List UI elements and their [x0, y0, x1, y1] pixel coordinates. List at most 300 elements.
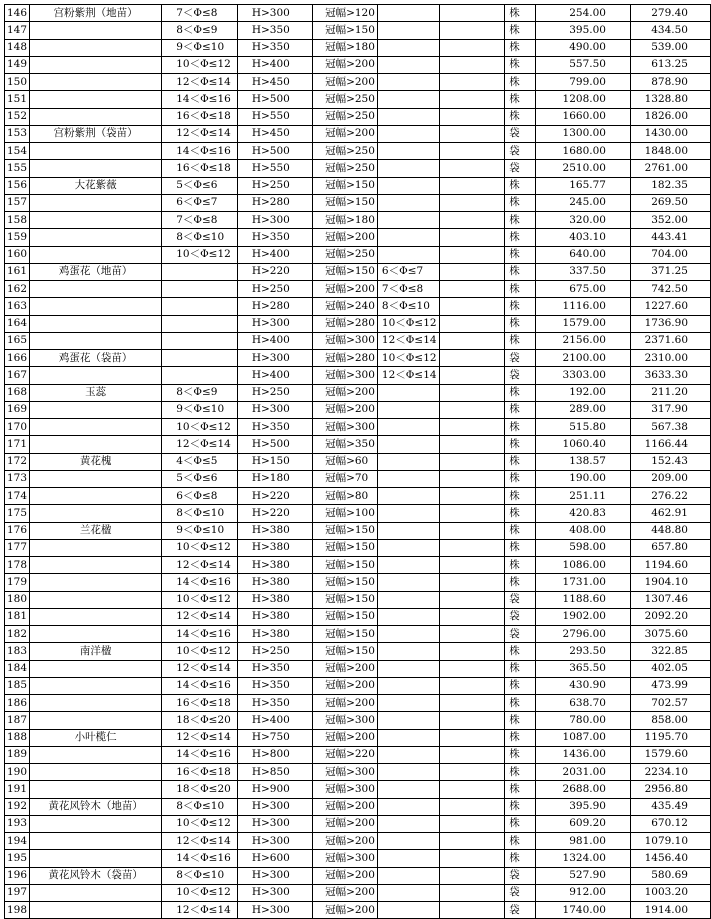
- price-with-tax-cell: 2310.00: [630, 350, 710, 367]
- price-cell: 395.90: [536, 798, 631, 815]
- row-number-cell: 150: [5, 74, 30, 91]
- price-with-tax-cell: 402.05: [630, 660, 710, 677]
- height-spec-cell: H>600: [237, 850, 312, 867]
- crown-spec-cell: 冠幅>300: [313, 419, 378, 436]
- extra-spec-cell: [377, 470, 439, 487]
- diameter-spec-cell: 10＜Φ≤12: [162, 591, 238, 608]
- plant-name-cell: [30, 815, 162, 832]
- crown-spec-cell: 冠幅>80: [313, 488, 378, 505]
- crown-spec-cell: 冠幅>250: [313, 143, 378, 160]
- unit-cell: 株: [505, 5, 536, 22]
- row-number-cell: 181: [5, 608, 30, 625]
- blank-cell-cell: [439, 367, 505, 384]
- price-with-tax-cell: 878.90: [630, 74, 710, 91]
- blank-cell-cell: [439, 695, 505, 712]
- height-spec-cell: H>250: [237, 177, 312, 194]
- row-number-cell: 177: [5, 539, 30, 556]
- blank-cell-cell: [439, 160, 505, 177]
- price-with-tax-cell: 567.38: [630, 419, 710, 436]
- blank-cell-cell: [439, 5, 505, 22]
- price-with-tax-cell: 580.69: [630, 867, 710, 884]
- blank-cell-cell: [439, 419, 505, 436]
- price-cell: 638.70: [536, 695, 631, 712]
- unit-cell: 株: [505, 384, 536, 401]
- height-spec-cell: H>250: [237, 281, 312, 298]
- crown-spec-cell: 冠幅>150: [313, 194, 378, 211]
- blank-cell-cell: [439, 281, 505, 298]
- table-row: [5, 5, 711, 22]
- crown-spec-cell: 冠幅>180: [313, 39, 378, 56]
- row-number-cell: 157: [5, 194, 30, 211]
- extra-spec-cell: [377, 850, 439, 867]
- price-with-tax-cell: 1307.46: [630, 591, 710, 608]
- price-cell: 365.50: [536, 660, 631, 677]
- price-cell: 2031.00: [536, 764, 631, 781]
- diameter-spec-cell: 9＜Φ≤10: [162, 522, 238, 539]
- price-cell: 1188.60: [536, 591, 631, 608]
- plant-name-cell: 鸡蛋花（地苗）: [30, 263, 162, 280]
- diameter-spec-cell: 10＜Φ≤12: [162, 419, 238, 436]
- unit-cell: 株: [505, 746, 536, 763]
- table-row: [5, 177, 711, 194]
- crown-spec-cell: 冠幅>200: [313, 902, 378, 919]
- plant-name-cell: 小叶榄仁: [30, 729, 162, 746]
- price-with-tax-cell: 152.43: [630, 453, 710, 470]
- diameter-spec-cell: 5＜Φ≤6: [162, 177, 238, 194]
- unit-cell: 株: [505, 56, 536, 73]
- table-row: [5, 626, 711, 643]
- plant-name-cell: [30, 22, 162, 39]
- row-number-cell: 192: [5, 798, 30, 815]
- price-with-tax-cell: 2092.20: [630, 608, 710, 625]
- price-cell: 245.00: [536, 194, 631, 211]
- crown-spec-cell: 冠幅>200: [313, 884, 378, 901]
- table-row: [5, 764, 711, 781]
- row-number-cell: 166: [5, 350, 30, 367]
- unit-cell: 袋: [505, 350, 536, 367]
- extra-spec-cell: [377, 91, 439, 108]
- crown-spec-cell: 冠幅>200: [313, 660, 378, 677]
- height-spec-cell: H>300: [237, 867, 312, 884]
- diameter-spec-cell: [162, 350, 238, 367]
- plant-name-cell: [30, 488, 162, 505]
- unit-cell: 袋: [505, 143, 536, 160]
- price-with-tax-cell: 2956.80: [630, 781, 710, 798]
- price-with-tax-cell: 1914.00: [630, 902, 710, 919]
- price-with-tax-cell: 704.00: [630, 246, 710, 263]
- unit-cell: 株: [505, 539, 536, 556]
- plant-name-cell: 黄花风铃木（袋苗）: [30, 867, 162, 884]
- row-number-cell: 183: [5, 643, 30, 660]
- price-cell: 598.00: [536, 539, 631, 556]
- row-number-cell: 190: [5, 764, 30, 781]
- unit-cell: 株: [505, 419, 536, 436]
- price-cell: 430.90: [536, 677, 631, 694]
- extra-spec-cell: [377, 660, 439, 677]
- diameter-spec-cell: 10＜Φ≤12: [162, 56, 238, 73]
- row-number-cell: 182: [5, 626, 30, 643]
- height-spec-cell: H>250: [237, 384, 312, 401]
- price-with-tax-cell: 657.80: [630, 539, 710, 556]
- row-number-cell: 194: [5, 833, 30, 850]
- height-spec-cell: H>280: [237, 194, 312, 211]
- price-cell: 640.00: [536, 246, 631, 263]
- extra-spec-cell: [377, 488, 439, 505]
- extra-spec-cell: [377, 626, 439, 643]
- blank-cell-cell: [439, 643, 505, 660]
- plant-name-cell: 黄花风铃木（地苗）: [30, 798, 162, 815]
- table-row: [5, 574, 711, 591]
- price-with-tax-cell: 858.00: [630, 712, 710, 729]
- table-row: [5, 74, 711, 91]
- table-row: [5, 695, 711, 712]
- price-with-tax-cell: 1848.00: [630, 143, 710, 160]
- blank-cell-cell: [439, 815, 505, 832]
- extra-spec-cell: [377, 229, 439, 246]
- price-with-tax-cell: 371.25: [630, 263, 710, 280]
- height-spec-cell: H>300: [237, 315, 312, 332]
- crown-spec-cell: 冠幅>200: [313, 56, 378, 73]
- blank-cell-cell: [439, 677, 505, 694]
- table-row: [5, 350, 711, 367]
- height-spec-cell: H>150: [237, 453, 312, 470]
- plant-name-cell: [30, 574, 162, 591]
- blank-cell-cell: [439, 74, 505, 91]
- table-row: [5, 505, 711, 522]
- table-row: [5, 902, 711, 919]
- unit-cell: 株: [505, 764, 536, 781]
- blank-cell-cell: [439, 298, 505, 315]
- row-number-cell: 160: [5, 246, 30, 263]
- diameter-spec-cell: 14＜Φ≤16: [162, 574, 238, 591]
- price-with-tax-cell: 1227.60: [630, 298, 710, 315]
- row-number-cell: 159: [5, 229, 30, 246]
- blank-cell-cell: [439, 143, 505, 160]
- diameter-spec-cell: 12＜Φ≤14: [162, 729, 238, 746]
- row-number-cell: 196: [5, 867, 30, 884]
- price-with-tax-cell: 182.35: [630, 177, 710, 194]
- blank-cell-cell: [439, 850, 505, 867]
- height-spec-cell: H>400: [237, 246, 312, 263]
- height-spec-cell: H>180: [237, 470, 312, 487]
- crown-spec-cell: 冠幅>70: [313, 470, 378, 487]
- price-cell: 1902.00: [536, 608, 631, 625]
- price-with-tax-cell: 1195.70: [630, 729, 710, 746]
- plant-name-cell: [30, 608, 162, 625]
- price-with-tax-cell: 1904.10: [630, 574, 710, 591]
- extra-spec-cell: [377, 781, 439, 798]
- price-cell: 490.00: [536, 39, 631, 56]
- unit-cell: 株: [505, 332, 536, 349]
- unit-cell: 株: [505, 212, 536, 229]
- price-with-tax-cell: 3633.30: [630, 367, 710, 384]
- unit-cell: 袋: [505, 884, 536, 901]
- plant-name-cell: [30, 591, 162, 608]
- height-spec-cell: H>250: [237, 643, 312, 660]
- height-spec-cell: H>350: [237, 677, 312, 694]
- diameter-spec-cell: [162, 263, 238, 280]
- diameter-spec-cell: 14＜Φ≤16: [162, 850, 238, 867]
- table-row: [5, 729, 711, 746]
- unit-cell: 株: [505, 677, 536, 694]
- blank-cell-cell: [439, 436, 505, 453]
- extra-spec-cell: [377, 729, 439, 746]
- price-with-tax-cell: 1736.90: [630, 315, 710, 332]
- row-number-cell: 164: [5, 315, 30, 332]
- diameter-spec-cell: 12＜Φ≤14: [162, 436, 238, 453]
- price-cell: 251.11: [536, 488, 631, 505]
- table-row: [5, 712, 711, 729]
- plant-name-cell: [30, 712, 162, 729]
- table-row: [5, 39, 711, 56]
- plant-name-cell: [30, 246, 162, 263]
- row-number-cell: 198: [5, 902, 30, 919]
- blank-cell-cell: [439, 557, 505, 574]
- extra-spec-cell: [377, 246, 439, 263]
- diameter-spec-cell: 12＜Φ≤14: [162, 608, 238, 625]
- price-cell: 1060.40: [536, 436, 631, 453]
- plant-name-cell: [30, 194, 162, 211]
- crown-spec-cell: 冠幅>250: [313, 246, 378, 263]
- extra-spec-cell: [377, 39, 439, 56]
- unit-cell: 株: [505, 22, 536, 39]
- blank-cell-cell: [439, 194, 505, 211]
- blank-cell-cell: [439, 22, 505, 39]
- plant-name-cell: [30, 91, 162, 108]
- diameter-spec-cell: 8＜Φ≤9: [162, 22, 238, 39]
- blank-cell-cell: [439, 884, 505, 901]
- table-row: [5, 281, 711, 298]
- diameter-spec-cell: 14＜Φ≤16: [162, 677, 238, 694]
- price-with-tax-cell: 3075.60: [630, 626, 710, 643]
- plant-name-cell: [30, 56, 162, 73]
- row-number-cell: 149: [5, 56, 30, 73]
- extra-spec-cell: [377, 867, 439, 884]
- price-with-tax-cell: 613.25: [630, 56, 710, 73]
- table-row: [5, 539, 711, 556]
- row-number-cell: 165: [5, 332, 30, 349]
- height-spec-cell: H>350: [237, 22, 312, 39]
- price-with-tax-cell: 1430.00: [630, 125, 710, 142]
- blank-cell-cell: [439, 401, 505, 418]
- height-spec-cell: H>400: [237, 367, 312, 384]
- price-with-tax-cell: 1579.60: [630, 746, 710, 763]
- crown-spec-cell: 冠幅>150: [313, 539, 378, 556]
- blank-cell-cell: [439, 350, 505, 367]
- extra-spec-cell: [377, 815, 439, 832]
- unit-cell: 株: [505, 436, 536, 453]
- table-row: [5, 643, 711, 660]
- extra-spec-cell: 12＜Φ≤14: [377, 367, 439, 384]
- table-row: [5, 815, 711, 832]
- price-cell: 165.77: [536, 177, 631, 194]
- row-number-cell: 167: [5, 367, 30, 384]
- extra-spec-cell: [377, 539, 439, 556]
- diameter-spec-cell: 8＜Φ≤10: [162, 229, 238, 246]
- plant-name-cell: [30, 160, 162, 177]
- row-number-cell: 152: [5, 108, 30, 125]
- row-number-cell: 162: [5, 281, 30, 298]
- crown-spec-cell: 冠幅>300: [313, 367, 378, 384]
- diameter-spec-cell: 8＜Φ≤10: [162, 505, 238, 522]
- extra-spec-cell: [377, 194, 439, 211]
- price-cell: 320.00: [536, 212, 631, 229]
- blank-cell-cell: [439, 384, 505, 401]
- crown-spec-cell: 冠幅>200: [313, 798, 378, 815]
- row-number-cell: 170: [5, 419, 30, 436]
- row-number-cell: 154: [5, 143, 30, 160]
- extra-spec-cell: [377, 401, 439, 418]
- crown-spec-cell: 冠幅>150: [313, 177, 378, 194]
- extra-spec-cell: [377, 160, 439, 177]
- extra-spec-cell: [377, 591, 439, 608]
- plant-name-cell: 鸡蛋花（袋苗）: [30, 350, 162, 367]
- table-row: [5, 246, 711, 263]
- diameter-spec-cell: [162, 332, 238, 349]
- blank-cell-cell: [439, 505, 505, 522]
- crown-spec-cell: 冠幅>150: [313, 263, 378, 280]
- crown-spec-cell: 冠幅>200: [313, 74, 378, 91]
- row-number-cell: 158: [5, 212, 30, 229]
- height-spec-cell: H>400: [237, 56, 312, 73]
- crown-spec-cell: 冠幅>150: [313, 591, 378, 608]
- price-with-tax-cell: 670.12: [630, 815, 710, 832]
- extra-spec-cell: [377, 384, 439, 401]
- crown-spec-cell: 冠幅>200: [313, 695, 378, 712]
- row-number-cell: 156: [5, 177, 30, 194]
- row-number-cell: 186: [5, 695, 30, 712]
- diameter-spec-cell: 12＜Φ≤14: [162, 902, 238, 919]
- crown-spec-cell: 冠幅>150: [313, 626, 378, 643]
- unit-cell: 株: [505, 850, 536, 867]
- table-row: [5, 608, 711, 625]
- extra-spec-cell: [377, 56, 439, 73]
- unit-cell: 株: [505, 74, 536, 91]
- extra-spec-cell: [377, 695, 439, 712]
- crown-spec-cell: 冠幅>60: [313, 453, 378, 470]
- blank-cell-cell: [439, 488, 505, 505]
- blank-cell-cell: [439, 729, 505, 746]
- plant-name-cell: [30, 884, 162, 901]
- table-row: [5, 850, 711, 867]
- diameter-spec-cell: 12＜Φ≤14: [162, 833, 238, 850]
- height-spec-cell: H>350: [237, 695, 312, 712]
- table-row: [5, 160, 711, 177]
- height-spec-cell: H>400: [237, 712, 312, 729]
- plant-name-cell: [30, 470, 162, 487]
- height-spec-cell: H>300: [237, 798, 312, 815]
- blank-cell-cell: [439, 608, 505, 625]
- price-with-tax-cell: 1328.80: [630, 91, 710, 108]
- unit-cell: 株: [505, 194, 536, 211]
- height-spec-cell: H>350: [237, 39, 312, 56]
- row-number-cell: 188: [5, 729, 30, 746]
- table-row: [5, 436, 711, 453]
- diameter-spec-cell: 10＜Φ≤12: [162, 643, 238, 660]
- row-number-cell: 187: [5, 712, 30, 729]
- crown-spec-cell: 冠幅>300: [313, 712, 378, 729]
- price-cell: 1300.00: [536, 125, 631, 142]
- table-row: [5, 746, 711, 763]
- extra-spec-cell: [377, 677, 439, 694]
- price-cell: 2688.00: [536, 781, 631, 798]
- plant-name-cell: [30, 505, 162, 522]
- extra-spec-cell: 8＜Φ≤10: [377, 298, 439, 315]
- unit-cell: 株: [505, 453, 536, 470]
- row-number-cell: 168: [5, 384, 30, 401]
- extra-spec-cell: [377, 902, 439, 919]
- plant-name-cell: 宫粉紫荆（地苗）: [30, 5, 162, 22]
- unit-cell: 株: [505, 488, 536, 505]
- diameter-spec-cell: 9＜Φ≤10: [162, 39, 238, 56]
- diameter-spec-cell: 16＜Φ≤18: [162, 695, 238, 712]
- diameter-spec-cell: 6＜Φ≤7: [162, 194, 238, 211]
- price-with-tax-cell: 434.50: [630, 22, 710, 39]
- table-row: [5, 91, 711, 108]
- row-number-cell: 178: [5, 557, 30, 574]
- crown-spec-cell: 冠幅>200: [313, 384, 378, 401]
- row-number-cell: 147: [5, 22, 30, 39]
- unit-cell: 株: [505, 315, 536, 332]
- blank-cell-cell: [439, 315, 505, 332]
- price-with-tax-cell: 443.41: [630, 229, 710, 246]
- diameter-spec-cell: 7＜Φ≤8: [162, 212, 238, 229]
- row-number-cell: 155: [5, 160, 30, 177]
- height-spec-cell: H>380: [237, 626, 312, 643]
- diameter-spec-cell: 14＜Φ≤16: [162, 626, 238, 643]
- crown-spec-cell: 冠幅>300: [313, 850, 378, 867]
- row-number-cell: 195: [5, 850, 30, 867]
- table-row: [5, 470, 711, 487]
- row-number-cell: 148: [5, 39, 30, 56]
- row-number-cell: 153: [5, 125, 30, 142]
- diameter-spec-cell: 7＜Φ≤8: [162, 5, 238, 22]
- price-with-tax-cell: 742.50: [630, 281, 710, 298]
- diameter-spec-cell: [162, 315, 238, 332]
- row-number-cell: 184: [5, 660, 30, 677]
- extra-spec-cell: [377, 436, 439, 453]
- extra-spec-cell: [377, 522, 439, 539]
- height-spec-cell: H>220: [237, 263, 312, 280]
- plant-name-cell: [30, 539, 162, 556]
- price-cell: 395.00: [536, 22, 631, 39]
- diameter-spec-cell: 6＜Φ≤8: [162, 488, 238, 505]
- price-cell: 799.00: [536, 74, 631, 91]
- height-spec-cell: H>550: [237, 108, 312, 125]
- price-with-tax-cell: 209.00: [630, 470, 710, 487]
- plant-name-cell: [30, 108, 162, 125]
- diameter-spec-cell: 9＜Φ≤10: [162, 401, 238, 418]
- unit-cell: 株: [505, 108, 536, 125]
- price-with-tax-cell: 435.49: [630, 798, 710, 815]
- blank-cell-cell: [439, 833, 505, 850]
- crown-spec-cell: 冠幅>280: [313, 350, 378, 367]
- price-cell: 912.00: [536, 884, 631, 901]
- table-row: [5, 367, 711, 384]
- crown-spec-cell: 冠幅>280: [313, 315, 378, 332]
- crown-spec-cell: 冠幅>240: [313, 298, 378, 315]
- plant-name-cell: [30, 143, 162, 160]
- table-row: [5, 108, 711, 125]
- height-spec-cell: H>300: [237, 815, 312, 832]
- unit-cell: 袋: [505, 626, 536, 643]
- price-cell: 609.20: [536, 815, 631, 832]
- crown-spec-cell: 冠幅>100: [313, 505, 378, 522]
- diameter-spec-cell: 10＜Φ≤12: [162, 884, 238, 901]
- extra-spec-cell: [377, 505, 439, 522]
- crown-spec-cell: 冠幅>150: [313, 574, 378, 591]
- price-cell: 981.00: [536, 833, 631, 850]
